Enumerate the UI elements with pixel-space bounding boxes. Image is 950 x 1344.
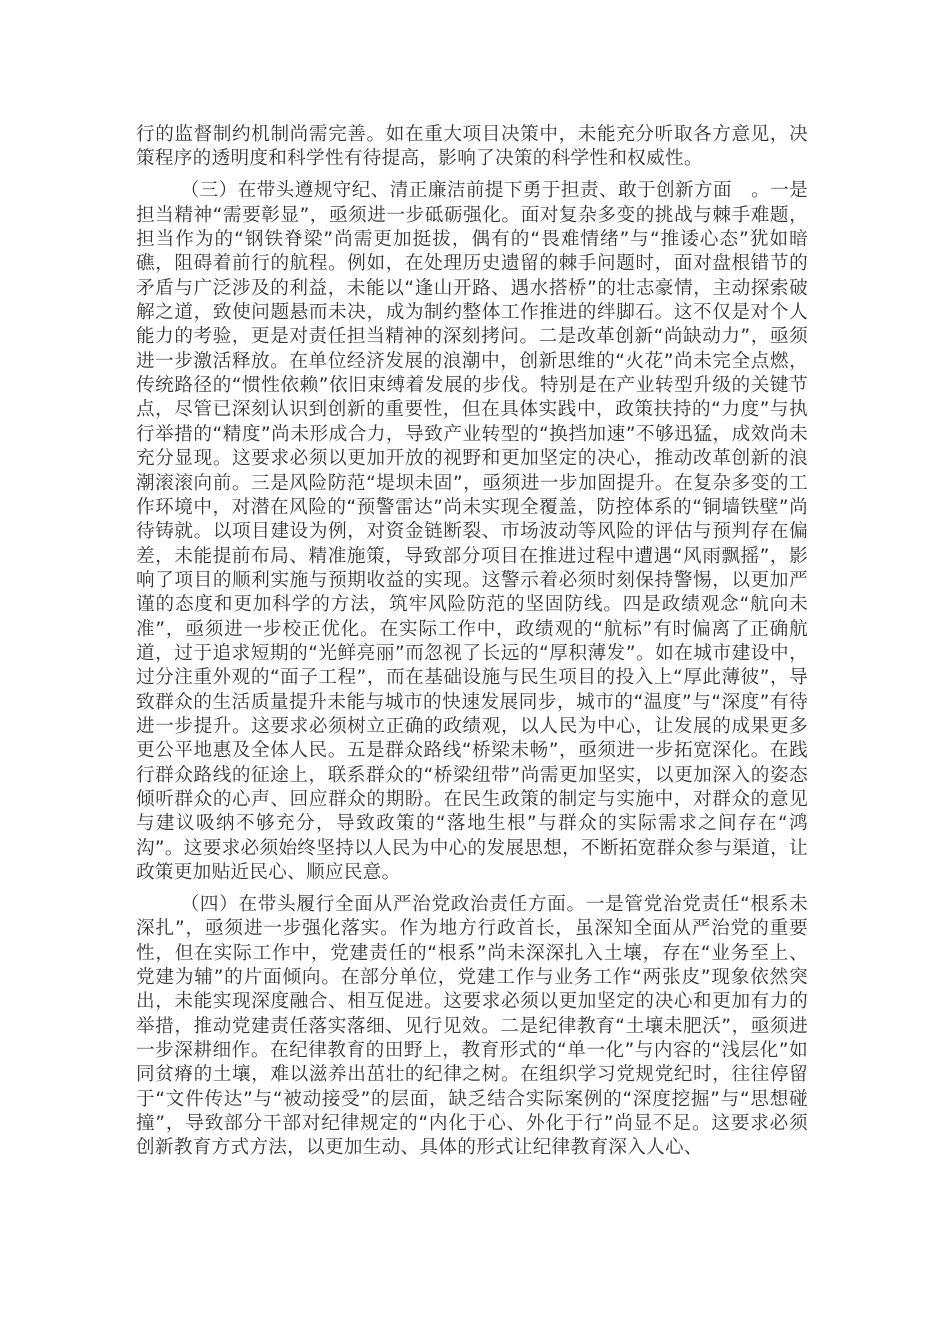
paragraph-section-four: （四）在带头履行全面从严治党政治责任方面。一是管党治党责任“根系未深扎”，亟须进一步强化落实。作为地方行政首长，虽深知全面从严治党的重要性，但在实际工作中，党建责任的“根系”尚未深深扎入土壤，存在“业务至上、党建为辅”的片面倾向。在部分单位，党建工作与业务工作“两张皮”现象依然突出，未能实现深度融合、相互促进。这要求必须以更加坚定的决心和更加有力的举措，推动党建责任落实落细、见行见效。二是纪律教育“土壤未肥沃”，亟须进一步深耕细作。在纪律教育的田野上，教育形式的“单一化”与内容的“浅层化”如同贫瘠的土壤，难以滋养出茁壮的纪律之树。在组织学习党规党纪时，往往停留于“文件传达”与“被动接受”的层面，缺乏结合实际案例的“深度挖掘”与“思想碰撞”，导致部分干部对纪律规定的“内化于心、外化于行”尚显不足。这要求必须创新教育方式方法，以更加生动、具体的形式让纪律教育深入人心、 [136,894,808,1159]
document-page [136,123,808,1169]
paragraph-section-three: （三）在带头遵规守纪、清正廉洁前提下勇于担责、敢于创新方面 。一是担当精神“需要彰显”，亟须进一步砥砺强化。面对复杂多变的挑战与棘手难题，担当作为的“钢铁脊梁”尚需更加挺拔，偶有的“畏难情绪”与“推诿心态”犹如暗礁，阻碍着前行的航程。例如，在处理历史遗留的棘手问题时，面对盘根错节的矛盾与广泛涉及的利益，未能以“逢山开路、遇水搭桥”的壮志豪情，主动探索破解之道，致使问题悬而未决，成为制约整体工作推进的绊脚石。这不仅是对个人能力的考验，更是对责任担当精神的深刻拷问。二是改革创新“尚缺动力”，亟须进一步激活释放。在单位经济发展的浪潮中，创新思维的“火花”尚未完全点燃，传统路径的“惯性依赖”依旧束缚着发展的步伐。特别是在产业转型升级的关键节点，尽管已深刻认识到创新的重要性，但在具体实践中，政策扶持的“力度”与执行举措的“精度”尚未形成合力，导致产业转型的“换挡加速”不够迅猛，成效尚未充分显现。这要求必须以更加开放的视野和更加坚定的决心，推动改革创新的浪潮滚滚向前。三是风险防范“堤坝未固”，亟须进一步加固提升。在复杂多变的工作环境中，对潜在风险的“预警雷达”尚未实现全覆盖，防控体系的“铜墙铁壁”尚待铸就。以项目建设为例，对资金链断裂、市场波动等风险的评估与预判存在偏差，未能提前布局、精准施策，导致部分项目在推进过程中遭遇“风雨飘摇”，影响了项目的顺利实施与预期收益的实现。这警示着必须时刻保持警惕，以更加严谨的态度和更加科学的方法，筑牢风险防范的坚固防线。四是政绩观念“航向未准”，亟须进一步校正优化。在实际工作中，政绩观的“航标”有时偏离了正确航道，过于追求短期的“光鲜亮丽”而忽视了长远的“厚积薄发”。如在城市建设中，过分注重外观的“面子工程”，而在基础设施与民生项目的投入上“厚此薄彼”，导致群众的生活质量提升未能与城市的快速发展同步，城市的“温度”与“深度”有待进一步提升。这要求必须树立正确的政绩观，以人民为中心，让发展的成果更多更公平地惠及全体人民。五是群众路线“桥梁未畅”，亟须进一步拓宽深化。在践行群众路线的征途上，联系群众的“桥梁纽带”尚需更加坚实，以更加深入的姿态倾听群众的心声、回应群众的期盼。在民生政策的制定与实施中，对群众的意见与建议吸纳不够充分，导致政策的“落地生根”与群众的实际需求之间存在“鸿沟”。这要求必须始终坚持以人民为中心的发展思想，不断拓宽群众参与渠道，让政策更加贴近民心、顺应民意。 [136,180,808,883]
paragraph-continuation: 行的监督制约机制尚需完善。如在重大项目决策中，未能充分听取各方意见，决策程序的透明度和科学性有待提高，影响了决策的科学性和权威性。 [136,124,808,170]
